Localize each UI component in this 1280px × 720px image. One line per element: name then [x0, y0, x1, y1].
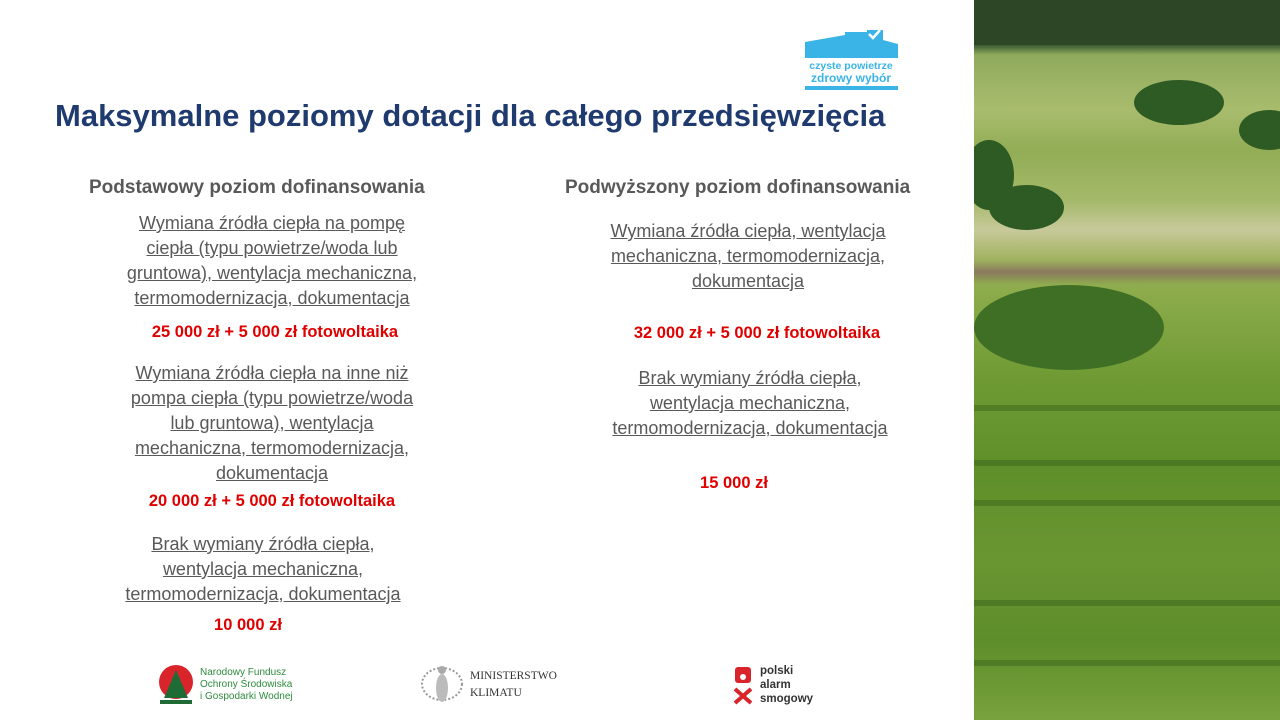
pas-emblem-icon: [732, 665, 754, 705]
ministerstwo-klimatu-logo: MINISTERSTWO KLIMATU: [420, 662, 557, 708]
eagle-emblem-icon: [420, 662, 464, 708]
right-item-2-description: Brak wymiany źródła ciepła, wentylacja mechaniczna, termomodernizacja, dokumentacja: [612, 368, 888, 438]
right-item-1-amount: 32 000 zł + 5 000 zł fotowoltaika: [633, 324, 881, 342]
left-item-1-description: Wymiana źródła ciepła na pompę ciepła (typu powietrze/woda lub gruntowa), wentylacja mechaniczna, termomodernizacja, dokumentacja: [126, 213, 418, 308]
landscape-photo: [974, 0, 1280, 720]
left-item-3-description: Brak wymiany źródła ciepła, wentylacja mechaniczna, termomodernizacja, dokumentacja: [125, 534, 401, 604]
svg-text:czyste powietrze: czyste powietrze: [809, 60, 893, 72]
left-item-2-description: Wymiana źródła ciepła na inne niż pompa ciepła (typu powietrze/woda lub gruntowa), wentylacja mechaniczna, termomodernizacja, dokumentacja: [130, 363, 414, 483]
polski-alarm-smogowy-logo: polski alarm smogowy: [732, 664, 813, 706]
left-item-1-amount: 25 000 zł + 5 000 zł fotowoltaika: [151, 323, 399, 341]
left-column-heading: Podstawowy poziom dofinansowania: [89, 177, 425, 198]
right-column-heading: Podwyższony poziom dofinansowania: [565, 177, 911, 198]
left-item-2-amount: 20 000 zł + 5 000 zł fotowoltaika: [148, 492, 396, 510]
right-item-1-description: Wymiana źródła ciepła, wentylacja mechaniczna, termomodernizacja, dokumentacja: [610, 221, 886, 291]
nfosigw-logo: Narodowy Fundusz Ochrony Środowiska i Gospodarki Wodnej: [158, 664, 293, 706]
nfosigw-emblem-icon: [158, 664, 194, 706]
page-title: Maksymalne poziomy dotacji dla całego przedsięwzięcia: [55, 98, 886, 133]
left-item-3-amount: 10 000 zł: [214, 616, 282, 634]
svg-text:zdrowy wybór: zdrowy wybór: [810, 71, 892, 85]
czyste-powietrze-logo: [805, 30, 898, 92]
right-item-2-amount: 15 000 zł: [700, 474, 768, 492]
